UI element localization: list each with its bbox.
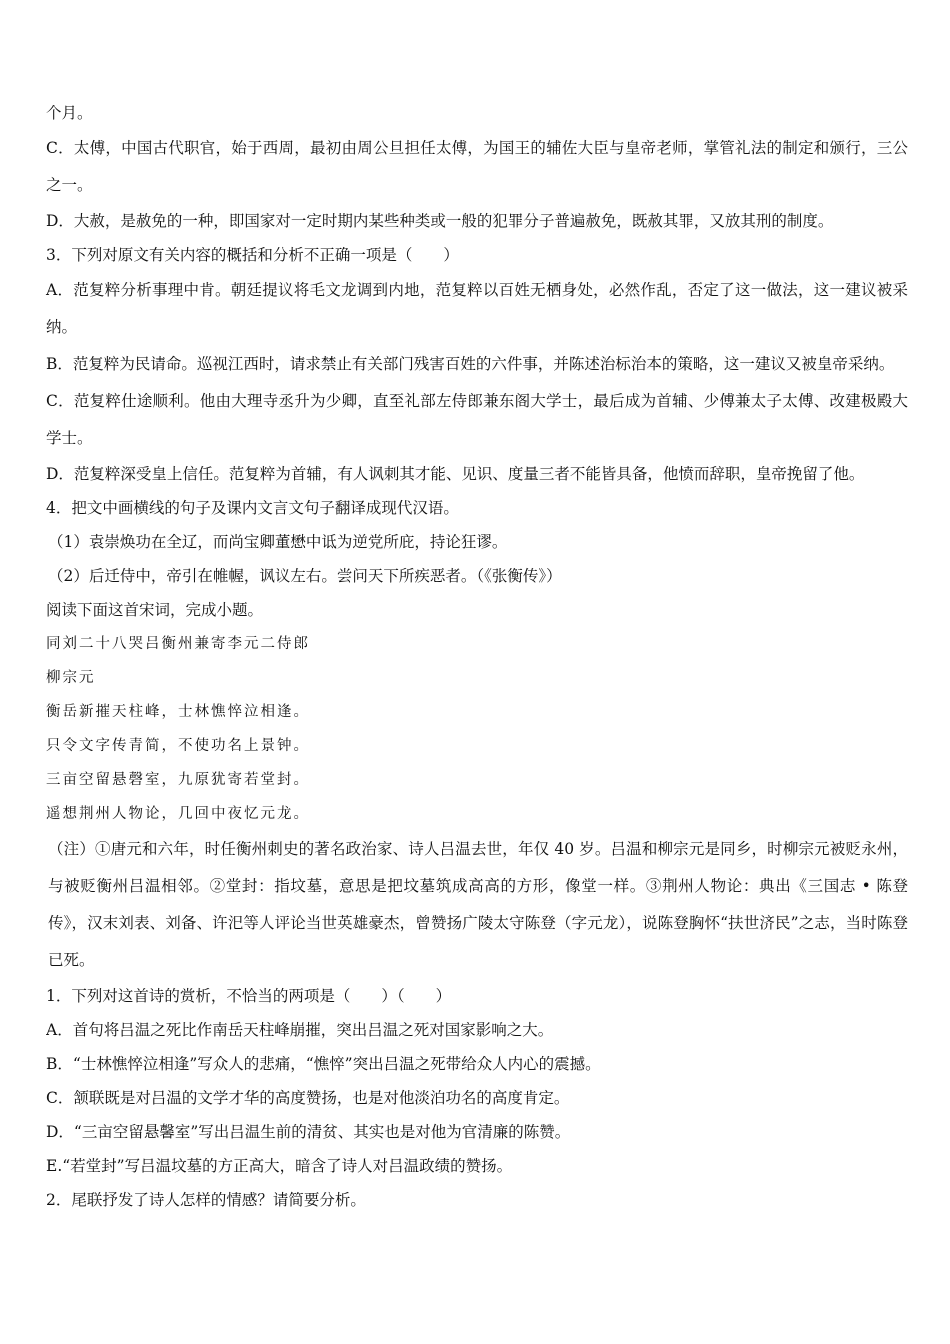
poem-question-1: 1．下列对这首诗的赏析，不恰当的两项是（ ）（ ） [46,987,452,1005]
question-4-sentence-2: （2）后迁侍中，帝引在帷幄，讽议左右。尝问天下所疾恶者。（《张衡传》） [48,567,562,585]
question-3: 3．下列对原文有关内容的概括和分析不正确一项是（ ） [46,246,459,264]
poem-question-1-option-c: C．颔联既是对吕温的文学才华的高度赞扬，也是对他淡泊功名的高度肯定。 [46,1089,570,1107]
poem-question-1-option-a: A．首句将吕温之死比作南岳天柱峰崩摧，突出吕温之死对国家影响之大。 [46,1021,554,1039]
poem-line-3: 三亩空留悬磬室，九原犹寄若堂封。 [46,772,310,788]
question-3-option-d: D．范复粹深受皇上信任。范复粹为首辅，有人讽刺其才能、见识、度量三者不能皆具备，他愤而辞职，皇帝挽留了他。 [46,465,865,483]
question-3-option-b: B．范复粹为民请命。巡视江西时，请求禁止有关部门残害百姓的六件事，并陈述治标治本的策略，这一建议又被皇帝采纳。 [46,355,895,373]
reading-instruction: 阅读下面这首宋词，完成小题。 [46,601,264,619]
option-d-dashe: D．大赦，是赦免的一种，即国家对一定时期内某些种类或一般的犯罪分子普遍赦免，既赦其罪，又放其刑的制度。 [46,212,834,230]
poem-question-1-option-b: B．“士林憔悴泣相逢”写众人的悲痛，“憔悴”突出吕温之死带给众人内心的震撼。 [46,1055,601,1073]
poem-question-2: 2．尾联抒发了诗人怎样的情感？请简要分析。 [46,1191,366,1209]
poem-line-4: 遥想荆州人物论，几回中夜忆元龙。 [46,806,310,822]
poem-question-1-option-d: D．“三亩空留悬馨室”写出吕温生前的清贫、其实也是对他为官清廉的陈赞。 [46,1123,571,1141]
poem-question-1-option-e: E.“若堂封”写吕温坟墓的方正高大，暗含了诗人对吕温政绩的赞扬。 [46,1157,513,1175]
question-3-option-c: C．范复粹仕途顺利。他由大理寺丞升为少卿，直至礼部左侍郎兼东阁大学士，最后成为首辅、少傅兼太子太傅、改建极殿大学士。 [46,392,908,447]
question-3-option-a: A．范复粹分析事理中肯。朝廷提议将毛文龙调到内地，范复粹以百姓无栖身处，必然作乱，否定了这一做法，这一建议被采纳。 [46,281,908,336]
poem-line-2: 只令文字传青简，不使功名上景钟。 [46,738,310,754]
poem-author: 柳宗元 [46,670,96,686]
poem-line-1: 衡岳新摧天柱峰，士林憔悴泣相逢。 [46,704,310,720]
question-4: 4．把文中画横线的句子及课内文言文句子翻译成现代汉语。 [46,499,459,517]
poem-title: 同刘二十八哭吕衡州兼寄李元二侍郎 [46,636,310,652]
question-4-sentence-1: （1）袁崇焕功在全辽，而尚宝卿董懋中诋为逆党所庇，持论狂谬。 [48,533,508,551]
document-body [46,96,908,1217]
poem-notes: （注）①唐元和六年，时任衡州刺史的著名政治家、诗人吕温去世，年仅 40 岁。吕温和柳宗元是同乡，时柳宗元被贬永州，与被贬衡州吕温相邻。②堂封：指坟墓，意思是把坟墓筑成高高的方形，像堂一样。③荆州人物论：典出《三国志 • 陈登传》，汉末刘表、刘备、许汜等人评论当世英雄豪杰，曾赞扬广陵太守陈登（字元龙），说陈登胸怀“扶世济民”之志，当时陈登已死。 [48,840,908,969]
text-line: 个月。 [46,104,93,122]
option-c-taifu: C．太傅，中国古代职官，始于西周，最初由周公旦担任太傅，为国王的辅佐大臣与皇帝老师，掌管礼法的制定和颁行，三公之一。 [46,139,908,194]
